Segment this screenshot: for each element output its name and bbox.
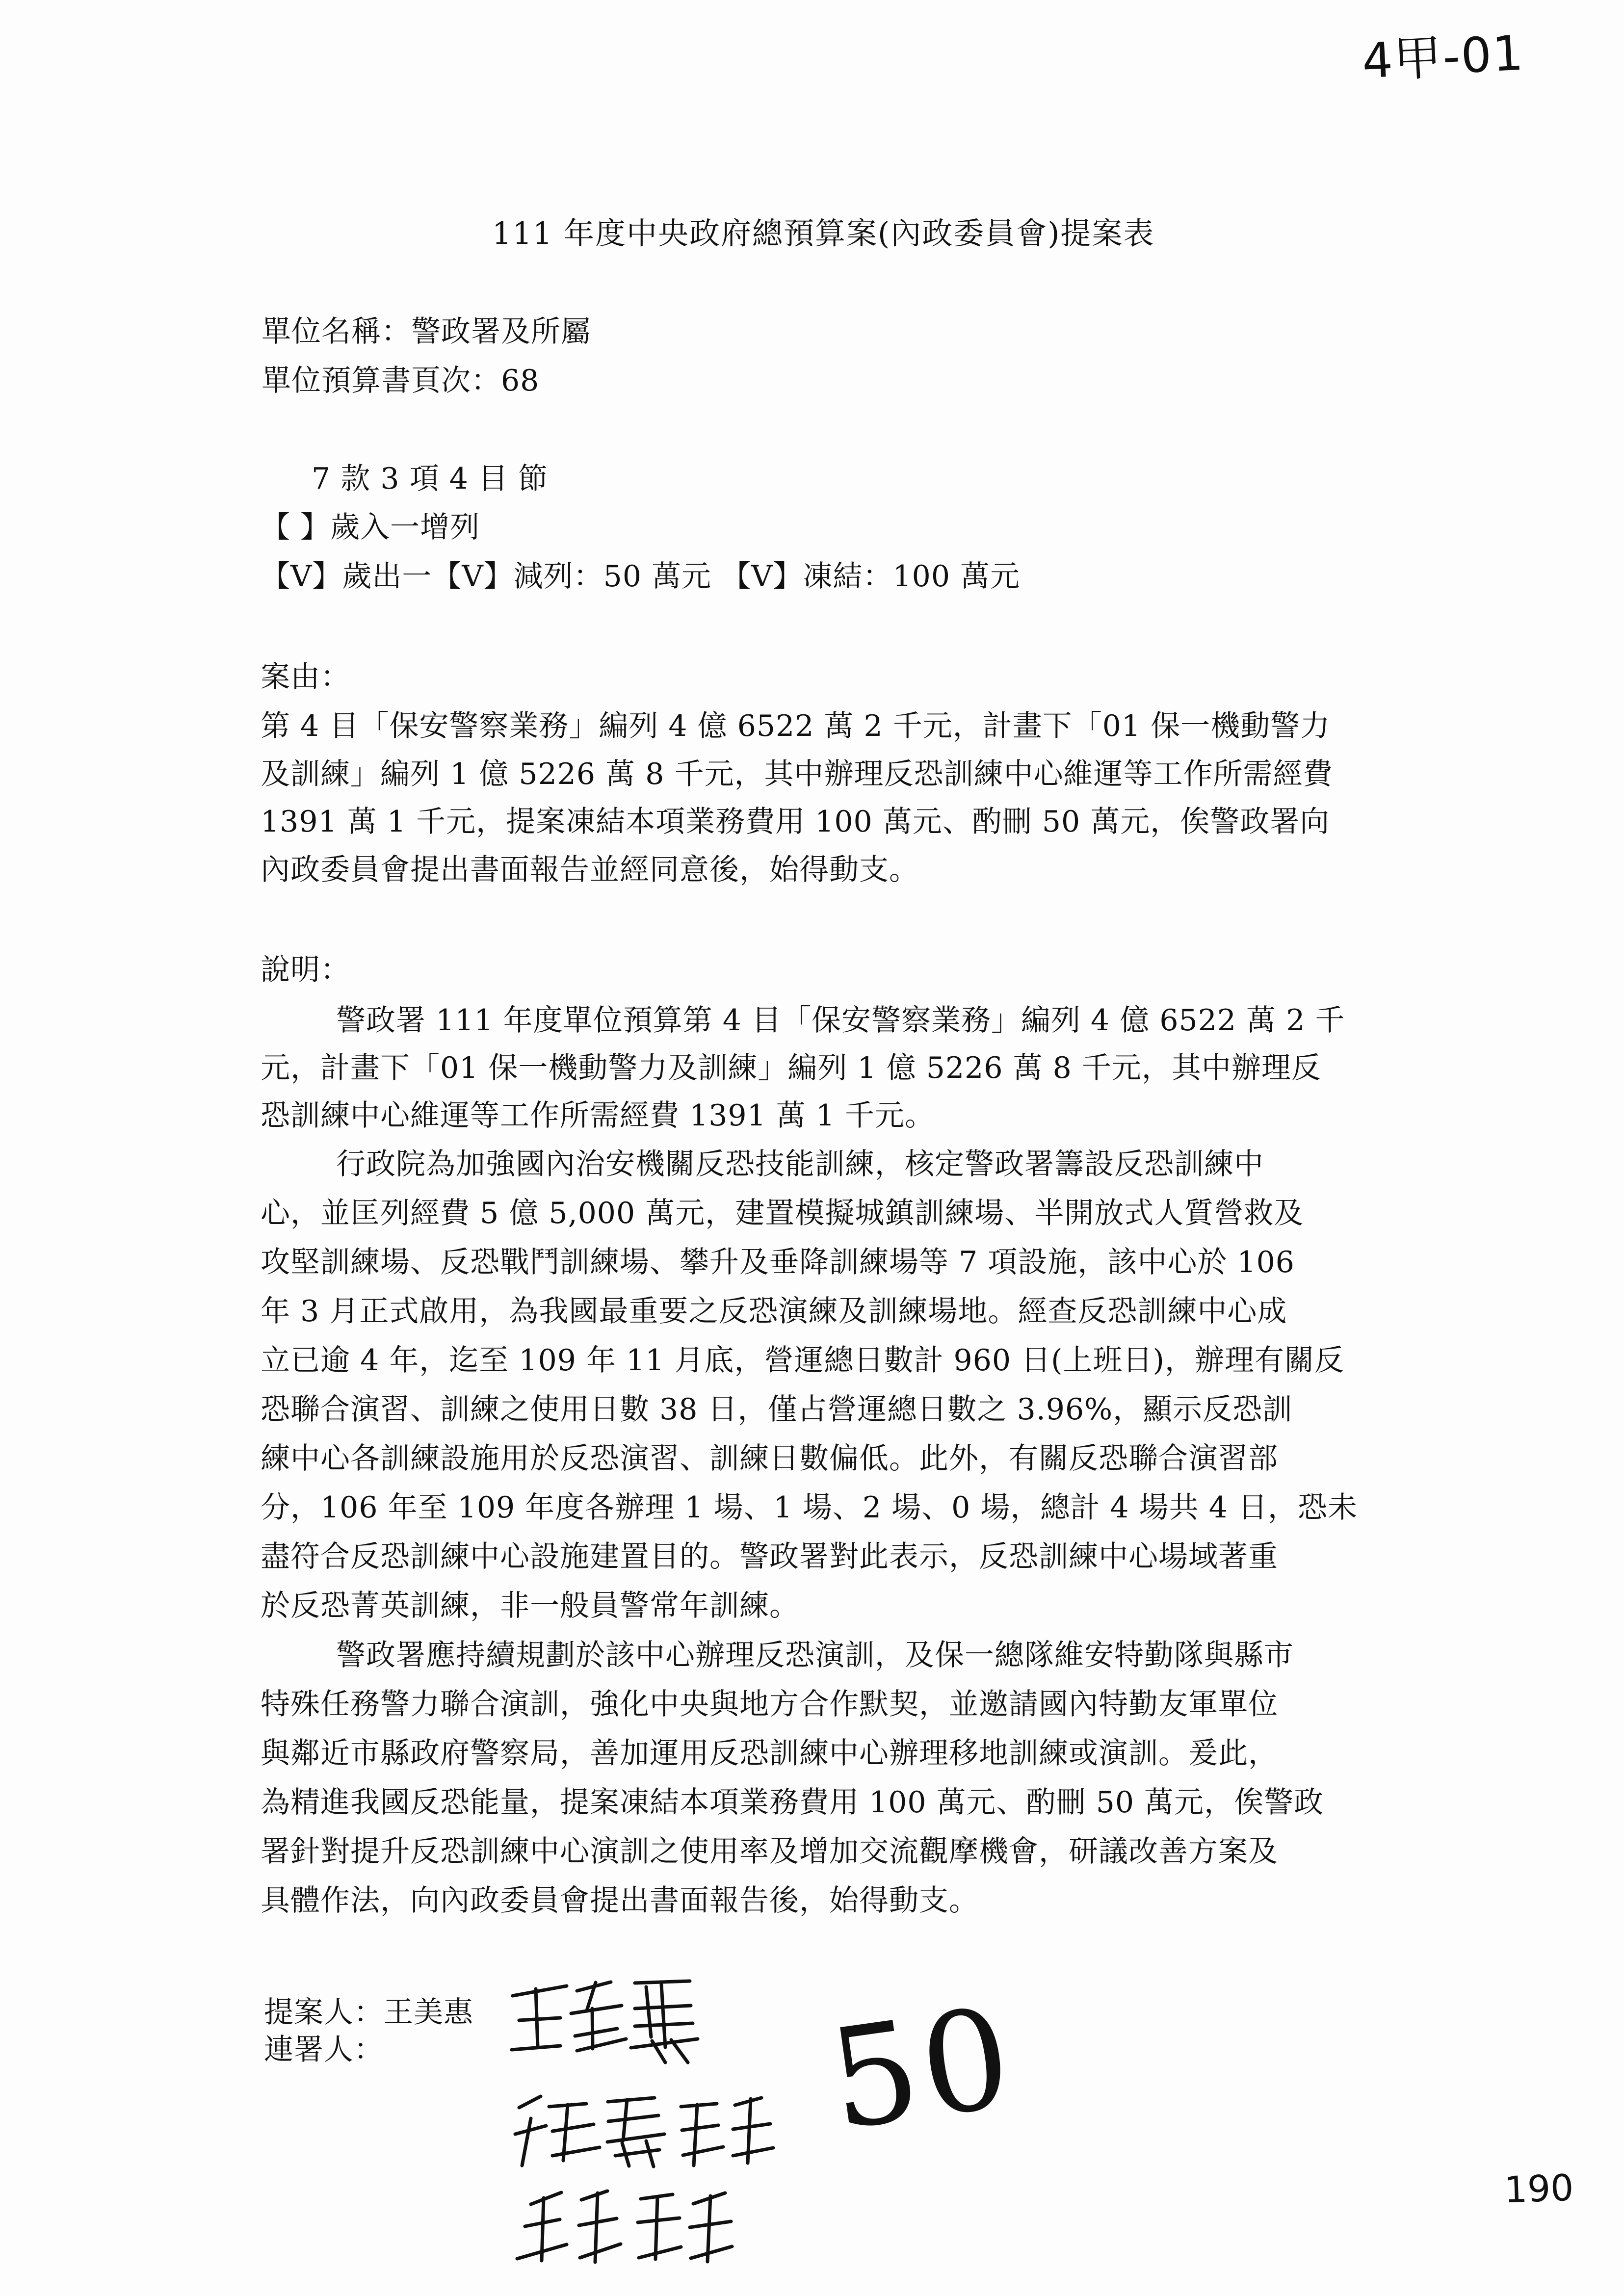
description-line: 與鄰近市縣政府警察局，善加運用反恐訓練中心辦理移地訓練或演訓。爰此，: [261, 1736, 1278, 1771]
description-line: 立已逾 4 年，迄至 109 年 11 月底，營運總日數計 960 日(上班日)，辦理有關反: [261, 1343, 1344, 1378]
signature-stroke: [512, 1986, 567, 2050]
signature-stroke: [515, 2096, 600, 2166]
budget-page: 單位預算書頁次：68: [262, 364, 540, 398]
description-line: 攻堅訓練場、反恐戰鬥訓練場、攀升及垂降訓練場等 7 項設施，該中心於 106: [261, 1245, 1295, 1279]
budget-item: 7 款 3 項 4 目 節: [312, 462, 548, 496]
reason-title: 案由：: [261, 660, 350, 694]
unit-name: 單位名稱：警政署及所屬: [262, 314, 591, 349]
description-line: 為精進我國反恐能量，提案凍結本項業務費用 100 萬元、酌刪 50 萬元，俟警政: [261, 1785, 1324, 1820]
document-title: 111 年度中央政府總預算案(內政委員會)提案表: [492, 215, 1155, 251]
description-line: 特殊任務警力聯合演訓，強化中央與地方合作默契，並邀請國內特勤友軍單位: [261, 1687, 1278, 1722]
description-line: 練中心各訓練設施用於反恐演習、訓練日數偏低。此外，有關反恐聯合演習部: [261, 1441, 1278, 1476]
signature-stroke: [571, 1982, 626, 2051]
description-line: 警政署應持續規劃於該中心辦理反恐演訓，及保一總隊維安特勤隊與縣市: [336, 1638, 1294, 1672]
signature-stroke: [607, 2098, 664, 2166]
description-title: 說明：: [261, 953, 350, 987]
reason-line: 1391 萬 1 千元，提案凍結本項業務費用 100 萬元、酌刪 50 萬元，俟警政署向: [261, 805, 1330, 839]
description-line: 署針對提升反恐訓練中心演訓之使用率及增加交流觀摩機會，研議改善方案及: [261, 1834, 1278, 1869]
amount-mark: 50: [820, 1977, 1024, 2162]
description-line: 行政院為加強國內治安機關反恐技能訓練，核定警政署籌設反恐訓練中: [336, 1147, 1264, 1181]
description-line: 於反恐菁英訓練，非一般員警常年訓練。: [261, 1589, 799, 1623]
description-line: 盡符合反恐訓練中心設施建置目的。警政署對此表示，反恐訓練中心場域著重: [261, 1539, 1278, 1574]
expense-item: 【V】歲出一【V】減列：50 萬元 【V】凍結：100 萬元: [261, 559, 1021, 594]
signature-stroke: [517, 2191, 621, 2262]
description-line: 具體作法，向內政委員會提出書面報告後，始得動支。: [261, 1883, 979, 1918]
reason-line: 內政委員會提出書面報告並經同意後，始得動支。: [261, 853, 919, 887]
signature-stroke: [681, 2098, 773, 2166]
signature-stroke: [631, 1981, 698, 2062]
description-line: 元，計畫下「01 保一機動警力及訓練」編列 1 億 5226 萬 8 千元，其中辦理反: [261, 1051, 1321, 1085]
description-line: 恐聯合演習、訓練之使用日數 38 日，僅占營運總日數之 3.96%，顯示反恐訓: [261, 1392, 1293, 1427]
description-line: 警政署 111 年度單位預算第 4 目「保安警察業務」編列 4 億 6522 萬 2 千: [336, 1003, 1345, 1038]
revenue-item: 【 】歲入一增列: [261, 510, 480, 545]
reason-line: 及訓練」編列 1 億 5226 萬 8 千元，其中辦理反恐訓練中心維運等工作所需經費: [261, 757, 1333, 791]
corner-mark: 4甲-01: [1361, 25, 1526, 90]
reason-line: 第 4 目「保安警察業務」編列 4 億 6522 萬 2 千元，計畫下「01 保一機動警力: [261, 709, 1331, 743]
page-note: 190: [1503, 2166, 1574, 2212]
cosigner-label: 連署人：: [264, 2033, 384, 2067]
description-line: 心，並匡列經費 5 億 5,000 萬元，建置模擬城鎮訓練場、半開放式人質營救及: [261, 1196, 1304, 1230]
description-line: 年 3 月正式啟用，為我國最重要之反恐演練及訓練場地。經查反恐訓練中心成: [261, 1294, 1287, 1329]
proposer-label: 提案人：王美惠: [264, 1995, 473, 2030]
signature-stroke: [638, 2193, 732, 2262]
description-line: 恐訓練中心維運等工作所需經費 1391 萬 1 千元。: [261, 1098, 935, 1133]
description-line: 分，106 年至 109 年度各辦理 1 場、1 場、2 場、0 場，總計 4 場共 4 日，恐未: [261, 1490, 1358, 1525]
